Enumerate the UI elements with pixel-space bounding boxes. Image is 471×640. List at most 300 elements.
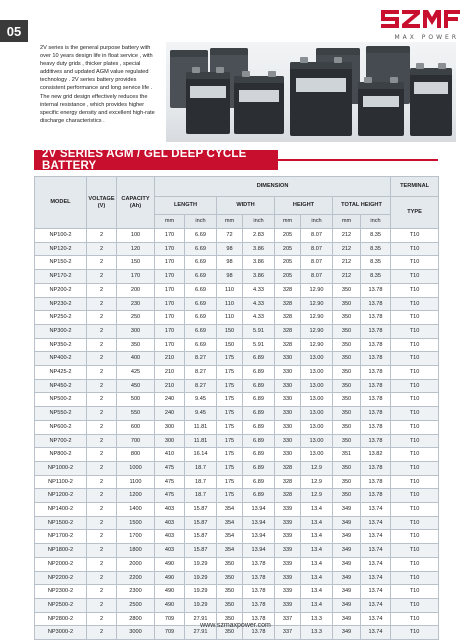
cell-terminal-type: T10 <box>391 530 439 544</box>
cell-capacity: 200 <box>117 283 155 297</box>
table-row <box>35 448 439 462</box>
cell-length-mm: 709 <box>155 612 185 626</box>
cell-terminal-type: T10 <box>391 270 439 284</box>
cell-height-mm: 330 <box>275 352 301 366</box>
cell-length-inch: 9.45 <box>185 407 217 421</box>
cell-capacity: 300 <box>117 324 155 338</box>
cell-height-mm: 339 <box>275 530 301 544</box>
cell-width-mm: 175 <box>217 448 243 462</box>
cell-length-inch: 6.69 <box>185 311 217 325</box>
cell-width-mm: 175 <box>217 407 243 421</box>
cell-capacity: 150 <box>117 256 155 270</box>
cell-length-inch: 19.29 <box>185 598 217 612</box>
cell-height-inch: 13.00 <box>301 393 333 407</box>
cell-height-inch: 13.4 <box>301 598 333 612</box>
table-row <box>35 352 439 366</box>
cell-height-inch: 13.4 <box>301 503 333 517</box>
cell-total-height-inch: 13.78 <box>361 379 391 393</box>
cell-total-height-mm: 349 <box>333 598 361 612</box>
cell-width-mm: 150 <box>217 324 243 338</box>
cell-capacity: 230 <box>117 297 155 311</box>
cell-length-inch: 15.87 <box>185 544 217 558</box>
cell-height-mm: 339 <box>275 516 301 530</box>
cell-voltage: 2 <box>87 461 117 475</box>
cell-voltage: 2 <box>87 366 117 380</box>
cell-model: NP2500-2 <box>35 598 87 612</box>
cell-capacity: 1500 <box>117 516 155 530</box>
cell-height-inch: 12.90 <box>301 338 333 352</box>
cell-height-mm: 328 <box>275 489 301 503</box>
cell-total-height-inch: 13.78 <box>361 311 391 325</box>
cell-length-mm: 210 <box>155 352 185 366</box>
cell-total-height-mm: 350 <box>333 297 361 311</box>
cell-height-mm: 328 <box>275 338 301 352</box>
cell-total-height-inch: 13.74 <box>361 557 391 571</box>
cell-width-inch: 13.78 <box>243 557 275 571</box>
cell-height-mm: 330 <box>275 379 301 393</box>
cell-capacity: 100 <box>117 229 155 243</box>
cell-total-height-mm: 349 <box>333 557 361 571</box>
cell-terminal-type: T10 <box>391 297 439 311</box>
cell-total-height-inch: 13.78 <box>361 475 391 489</box>
cell-width-inch: 6.89 <box>243 366 275 380</box>
cell-terminal-type: T10 <box>391 366 439 380</box>
cell-width-mm: 98 <box>217 242 243 256</box>
cell-capacity: 3000 <box>117 626 155 640</box>
cell-model: NP200-2 <box>35 283 87 297</box>
header-voltage: VOLTAGE (V) <box>87 177 117 229</box>
header-unit-mm: mm <box>217 215 243 229</box>
cell-model: NP100-2 <box>35 229 87 243</box>
cell-width-mm: 354 <box>217 544 243 558</box>
cell-length-mm: 403 <box>155 544 185 558</box>
cell-model: NP350-2 <box>35 338 87 352</box>
cell-voltage: 2 <box>87 544 117 558</box>
table-row <box>35 270 439 284</box>
cell-total-height-inch: 13.74 <box>361 585 391 599</box>
cell-total-height-mm: 349 <box>333 516 361 530</box>
cell-terminal-type: T10 <box>391 229 439 243</box>
cell-length-mm: 170 <box>155 256 185 270</box>
cell-total-height-inch: 8.35 <box>361 256 391 270</box>
cell-length-mm: 403 <box>155 516 185 530</box>
cell-voltage: 2 <box>87 297 117 311</box>
cell-terminal-type: T10 <box>391 283 439 297</box>
cell-height-inch: 13.00 <box>301 448 333 462</box>
cell-width-inch: 3.86 <box>243 242 275 256</box>
cell-terminal-type: T10 <box>391 352 439 366</box>
section-title: 2V SERIES AGM / GEL DEEP CYCLE BATTERY <box>34 150 278 170</box>
cell-length-mm: 170 <box>155 229 185 243</box>
cell-width-mm: 354 <box>217 530 243 544</box>
cell-total-height-inch: 13.78 <box>361 489 391 503</box>
cell-height-inch: 13.4 <box>301 530 333 544</box>
cell-voltage: 2 <box>87 379 117 393</box>
header-capacity: CAPACITY (Ah) <box>117 177 155 229</box>
cell-total-height-inch: 13.74 <box>361 530 391 544</box>
szmf-logo-icon <box>351 8 461 30</box>
cell-terminal-type: T10 <box>391 242 439 256</box>
table-row <box>35 393 439 407</box>
cell-capacity: 1100 <box>117 475 155 489</box>
cell-model: NP1800-2 <box>35 544 87 558</box>
cell-model: NP1500-2 <box>35 516 87 530</box>
cell-voltage: 2 <box>87 585 117 599</box>
cell-width-mm: 175 <box>217 489 243 503</box>
cell-length-mm: 170 <box>155 324 185 338</box>
cell-voltage: 2 <box>87 626 117 640</box>
cell-voltage: 2 <box>87 420 117 434</box>
cell-width-mm: 110 <box>217 297 243 311</box>
table-body <box>35 229 439 640</box>
cell-total-height-mm: 350 <box>333 407 361 421</box>
cell-height-inch: 13.3 <box>301 626 333 640</box>
cell-model: NP500-2 <box>35 393 87 407</box>
table-row <box>35 338 439 352</box>
cell-capacity: 450 <box>117 379 155 393</box>
cell-capacity: 1400 <box>117 503 155 517</box>
cell-width-mm: 350 <box>217 626 243 640</box>
cell-length-inch: 6.69 <box>185 338 217 352</box>
cell-height-mm: 330 <box>275 407 301 421</box>
header-dimension: DIMENSION <box>155 177 391 197</box>
cell-total-height-inch: 13.82 <box>361 448 391 462</box>
page-number: 05 <box>0 20 28 42</box>
cell-total-height-mm: 351 <box>333 448 361 462</box>
cell-length-inch: 8.27 <box>185 366 217 380</box>
cell-capacity: 2200 <box>117 571 155 585</box>
cell-width-mm: 175 <box>217 366 243 380</box>
cell-height-mm: 328 <box>275 475 301 489</box>
cell-capacity: 120 <box>117 242 155 256</box>
cell-total-height-mm: 212 <box>333 256 361 270</box>
cell-width-mm: 175 <box>217 379 243 393</box>
header-type: TYPE <box>391 197 439 229</box>
cell-terminal-type: T10 <box>391 461 439 475</box>
cell-terminal-type: T10 <box>391 489 439 503</box>
table-row <box>35 311 439 325</box>
cell-capacity: 2500 <box>117 598 155 612</box>
cell-width-mm: 175 <box>217 393 243 407</box>
cell-voltage: 2 <box>87 270 117 284</box>
cell-width-inch: 2.83 <box>243 229 275 243</box>
cell-height-inch: 12.90 <box>301 324 333 338</box>
cell-model: NP1100-2 <box>35 475 87 489</box>
cell-total-height-mm: 212 <box>333 270 361 284</box>
cell-total-height-mm: 350 <box>333 338 361 352</box>
cell-voltage: 2 <box>87 489 117 503</box>
cell-width-inch: 4.33 <box>243 283 275 297</box>
cell-model: NP120-2 <box>35 242 87 256</box>
cell-capacity: 350 <box>117 338 155 352</box>
cell-height-mm: 205 <box>275 242 301 256</box>
cell-total-height-inch: 13.78 <box>361 393 391 407</box>
cell-length-inch: 16.14 <box>185 448 217 462</box>
cell-voltage: 2 <box>87 393 117 407</box>
cell-width-inch: 4.33 <box>243 297 275 311</box>
cell-total-height-mm: 350 <box>333 393 361 407</box>
cell-height-inch: 8.07 <box>301 229 333 243</box>
cell-width-inch: 4.33 <box>243 311 275 325</box>
cell-height-inch: 12.9 <box>301 489 333 503</box>
cell-total-height-mm: 350 <box>333 461 361 475</box>
cell-length-mm: 410 <box>155 448 185 462</box>
cell-width-mm: 175 <box>217 434 243 448</box>
cell-width-mm: 175 <box>217 461 243 475</box>
table-row <box>35 229 439 243</box>
cell-length-mm: 490 <box>155 585 185 599</box>
cell-model: NP1400-2 <box>35 503 87 517</box>
cell-width-inch: 13.78 <box>243 571 275 585</box>
header-unit-inch: inch <box>185 215 217 229</box>
cell-width-inch: 6.89 <box>243 352 275 366</box>
cell-model: NP250-2 <box>35 311 87 325</box>
cell-width-inch: 6.89 <box>243 379 275 393</box>
cell-height-mm: 330 <box>275 420 301 434</box>
cell-model: NP1000-2 <box>35 461 87 475</box>
table-row <box>35 242 439 256</box>
cell-total-height-inch: 8.35 <box>361 229 391 243</box>
cell-height-inch: 13.00 <box>301 366 333 380</box>
cell-total-height-inch: 8.35 <box>361 270 391 284</box>
cell-width-mm: 175 <box>217 475 243 489</box>
cell-width-inch: 6.89 <box>243 420 275 434</box>
cell-height-inch: 13.3 <box>301 612 333 626</box>
table-row <box>35 324 439 338</box>
cell-voltage: 2 <box>87 503 117 517</box>
cell-model: NP450-2 <box>35 379 87 393</box>
cell-model: NP800-2 <box>35 448 87 462</box>
cell-length-mm: 475 <box>155 475 185 489</box>
cell-total-height-inch: 13.78 <box>361 352 391 366</box>
cell-total-height-mm: 350 <box>333 311 361 325</box>
cell-length-mm: 170 <box>155 338 185 352</box>
cell-length-mm: 475 <box>155 489 185 503</box>
header-total-height: TOTAL HEIGHT <box>333 197 391 215</box>
cell-total-height-mm: 349 <box>333 612 361 626</box>
cell-total-height-mm: 350 <box>333 475 361 489</box>
cell-height-mm: 339 <box>275 503 301 517</box>
cell-model: NP700-2 <box>35 434 87 448</box>
cell-length-mm: 210 <box>155 379 185 393</box>
cell-voltage: 2 <box>87 283 117 297</box>
header-model: MODEL <box>35 177 87 229</box>
cell-length-mm: 403 <box>155 530 185 544</box>
table-row <box>35 366 439 380</box>
cell-total-height-mm: 349 <box>333 503 361 517</box>
cell-length-mm: 170 <box>155 283 185 297</box>
cell-terminal-type: T10 <box>391 420 439 434</box>
cell-width-inch: 3.86 <box>243 270 275 284</box>
cell-height-mm: 328 <box>275 283 301 297</box>
cell-height-inch: 13.00 <box>301 352 333 366</box>
table-row <box>35 407 439 421</box>
cell-terminal-type: T10 <box>391 448 439 462</box>
cell-voltage: 2 <box>87 557 117 571</box>
cell-terminal-type: T10 <box>391 475 439 489</box>
table-row <box>35 283 439 297</box>
cell-length-inch: 6.69 <box>185 270 217 284</box>
cell-length-mm: 300 <box>155 420 185 434</box>
cell-width-mm: 354 <box>217 503 243 517</box>
cell-height-inch: 13.4 <box>301 544 333 558</box>
cell-length-inch: 19.29 <box>185 585 217 599</box>
cell-length-inch: 27.91 <box>185 626 217 640</box>
table-row <box>35 461 439 475</box>
intro-paragraph: 2V series is the general purpose battery with over 10 years design life in float service , with heavy duty grids , thicker plates , special additives and updated AGM value regulated technology . 2V series battery provides consistent performance and long service life . The new grid design effectively reduces the internal resistance , which provides higher specific energy density and excellent high-rate discharge characteristics . <box>40 45 155 124</box>
cell-total-height-inch: 13.78 <box>361 461 391 475</box>
cell-height-inch: 13.4 <box>301 571 333 585</box>
header-height: HEIGHT <box>275 197 333 215</box>
cell-terminal-type: T10 <box>391 434 439 448</box>
cell-voltage: 2 <box>87 338 117 352</box>
cell-length-inch: 6.69 <box>185 229 217 243</box>
cell-voltage: 2 <box>87 352 117 366</box>
header-unit-mm: mm <box>333 215 361 229</box>
cell-width-inch: 5.91 <box>243 338 275 352</box>
cell-height-mm: 205 <box>275 270 301 284</box>
header-terminal: TERMINAL <box>391 177 439 197</box>
table-row <box>35 598 439 612</box>
cell-terminal-type: T10 <box>391 311 439 325</box>
cell-height-inch: 12.90 <box>301 283 333 297</box>
cell-length-mm: 240 <box>155 393 185 407</box>
cell-total-height-mm: 349 <box>333 585 361 599</box>
cell-width-inch: 6.89 <box>243 407 275 421</box>
cell-width-inch: 5.91 <box>243 324 275 338</box>
cell-length-inch: 8.27 <box>185 352 217 366</box>
cell-length-inch: 15.87 <box>185 530 217 544</box>
cell-height-inch: 12.9 <box>301 475 333 489</box>
cell-height-mm: 330 <box>275 434 301 448</box>
cell-total-height-inch: 13.78 <box>361 366 391 380</box>
cell-width-inch: 6.89 <box>243 461 275 475</box>
cell-height-mm: 330 <box>275 366 301 380</box>
cell-length-mm: 300 <box>155 434 185 448</box>
brand-subtitle: MAX POWER <box>394 34 459 41</box>
header-unit-mm: mm <box>275 215 301 229</box>
cell-length-mm: 490 <box>155 598 185 612</box>
cell-voltage: 2 <box>87 229 117 243</box>
cell-length-inch: 8.27 <box>185 379 217 393</box>
cell-length-mm: 490 <box>155 571 185 585</box>
cell-length-inch: 6.69 <box>185 297 217 311</box>
cell-total-height-mm: 350 <box>333 283 361 297</box>
cell-capacity: 2000 <box>117 557 155 571</box>
cell-terminal-type: T10 <box>391 585 439 599</box>
cell-capacity: 2800 <box>117 612 155 626</box>
cell-width-mm: 350 <box>217 585 243 599</box>
table-row <box>35 503 439 517</box>
title-divider <box>278 159 438 161</box>
cell-length-mm: 210 <box>155 366 185 380</box>
cell-total-height-mm: 350 <box>333 420 361 434</box>
cell-width-mm: 110 <box>217 283 243 297</box>
cell-voltage: 2 <box>87 324 117 338</box>
cell-length-mm: 170 <box>155 270 185 284</box>
cell-height-mm: 339 <box>275 598 301 612</box>
header-unit-inch: inch <box>301 215 333 229</box>
cell-width-mm: 350 <box>217 612 243 626</box>
cell-height-mm: 339 <box>275 557 301 571</box>
cell-width-mm: 72 <box>217 229 243 243</box>
table-row <box>35 420 439 434</box>
cell-width-inch: 13.94 <box>243 503 275 517</box>
cell-terminal-type: T10 <box>391 571 439 585</box>
cell-total-height-mm: 350 <box>333 489 361 503</box>
cell-width-mm: 150 <box>217 338 243 352</box>
cell-height-inch: 12.9 <box>301 461 333 475</box>
cell-height-mm: 205 <box>275 229 301 243</box>
cell-total-height-inch: 13.78 <box>361 420 391 434</box>
cell-voltage: 2 <box>87 530 117 544</box>
cell-length-inch: 6.69 <box>185 256 217 270</box>
cell-height-mm: 337 <box>275 612 301 626</box>
table-row <box>35 434 439 448</box>
cell-capacity: 250 <box>117 311 155 325</box>
cell-total-height-mm: 349 <box>333 544 361 558</box>
cell-terminal-type: T10 <box>391 324 439 338</box>
cell-total-height-inch: 13.78 <box>361 407 391 421</box>
cell-model: NP1200-2 <box>35 489 87 503</box>
cell-capacity: 500 <box>117 393 155 407</box>
cell-capacity: 400 <box>117 352 155 366</box>
cell-total-height-mm: 350 <box>333 379 361 393</box>
cell-width-inch: 6.89 <box>243 489 275 503</box>
cell-length-inch: 9.45 <box>185 393 217 407</box>
table-row <box>35 530 439 544</box>
cell-length-inch: 18.7 <box>185 489 217 503</box>
cell-total-height-mm: 349 <box>333 626 361 640</box>
cell-model: NP2000-2 <box>35 557 87 571</box>
cell-terminal-type: T10 <box>391 612 439 626</box>
cell-height-inch: 13.4 <box>301 585 333 599</box>
header-unit-mm: mm <box>155 215 185 229</box>
cell-capacity: 1700 <box>117 530 155 544</box>
cell-voltage: 2 <box>87 242 117 256</box>
cell-model: NP170-2 <box>35 270 87 284</box>
cell-width-mm: 175 <box>217 352 243 366</box>
cell-total-height-inch: 13.74 <box>361 598 391 612</box>
cell-width-mm: 350 <box>217 557 243 571</box>
cell-height-mm: 339 <box>275 571 301 585</box>
cell-width-inch: 13.94 <box>243 544 275 558</box>
cell-terminal-type: T10 <box>391 393 439 407</box>
cell-model: NP2200-2 <box>35 571 87 585</box>
cell-capacity: 1000 <box>117 461 155 475</box>
cell-width-inch: 6.89 <box>243 434 275 448</box>
cell-width-inch: 6.89 <box>243 475 275 489</box>
cell-width-mm: 354 <box>217 516 243 530</box>
cell-terminal-type: T10 <box>391 516 439 530</box>
cell-total-height-inch: 13.78 <box>361 283 391 297</box>
cell-height-inch: 12.90 <box>301 297 333 311</box>
cell-width-mm: 350 <box>217 598 243 612</box>
cell-width-inch: 13.78 <box>243 612 275 626</box>
cell-total-height-inch: 13.74 <box>361 626 391 640</box>
cell-model: NP230-2 <box>35 297 87 311</box>
cell-terminal-type: T10 <box>391 598 439 612</box>
cell-length-inch: 15.87 <box>185 516 217 530</box>
cell-voltage: 2 <box>87 475 117 489</box>
cell-height-mm: 205 <box>275 256 301 270</box>
cell-height-inch: 13.4 <box>301 557 333 571</box>
table-row <box>35 585 439 599</box>
header-unit-inch: inch <box>243 215 275 229</box>
cell-terminal-type: T10 <box>391 256 439 270</box>
cell-capacity: 700 <box>117 434 155 448</box>
cell-voltage: 2 <box>87 448 117 462</box>
